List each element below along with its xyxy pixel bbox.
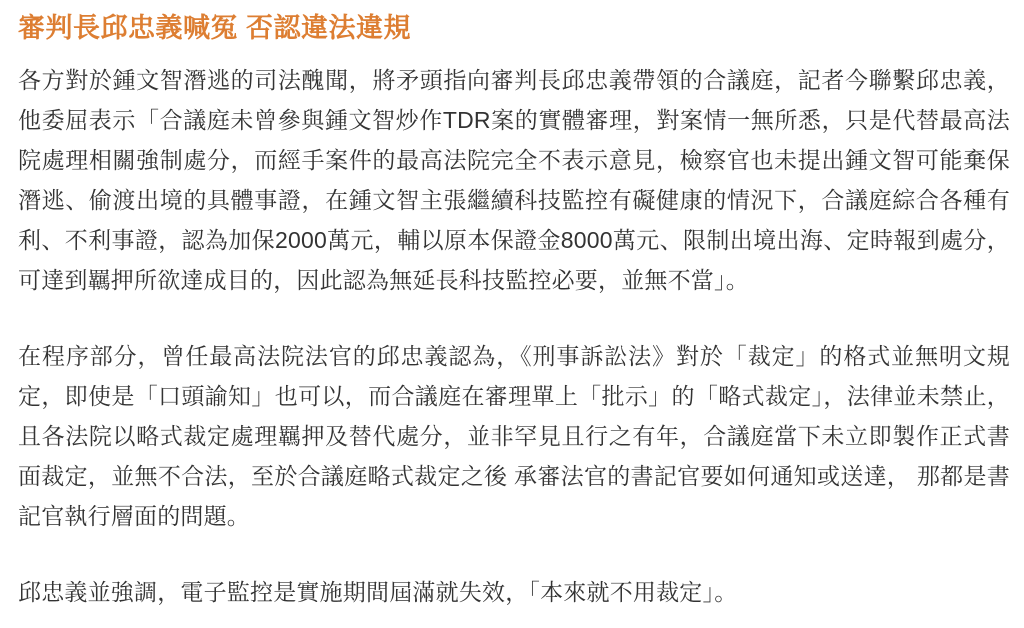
article-title: 審判長邱忠義喊冤 否認違法違規 [18,13,412,43]
article-body [18,60,1010,612]
article-paragraph-3: 邱忠義並強調，電子監控是實施期間屆滿就失效，「本來就不用裁定」。 [18,579,738,605]
article-paragraph-2: 在程序部分，曾任最高法院法官的邱忠義認為，《刑事訴訟法》對於「裁定」的格式並無明文規定，即使是「口頭諭知」也可以，而合議庭在審理單上「批示」的「略式裁定」，法律並未禁止，且各法院以略式裁定處理羈押及替代處分，並非罕見且行之有年，合議庭當下未立即製作正式書面裁定，並無不合法，至於合議庭略式裁定之後 承審法官的書記官要如何通知或送達， 那都是書記官執行層面的問題。 [18,343,1010,529]
article-paragraph-1: 各方對於鍾文智潛逃的司法醜聞，將矛頭指向審判長邱忠義帶領的合議庭，記者今聯繫邱忠義，他委屈表示「合議庭未曾參與鍾文智炒作TDR案的實體審理，對案情一無所悉，只是代替最高法院處理相關強制處分，而經手案件的最高法院完全不表示意見，檢察官也未提出鍾文智可能棄保潛逃、偷渡出境的具體事證，在鍾文智主張繼續科技監控有礙健康的情況下，合議庭綜合各種有利、不利事證，認為加保2000萬元，輔以原本保證金8000萬元、限制出境出海、定時報到處分，可達到羈押所欲達成目的，因此認為無延長科技監控必要，並無不當」。 [18,67,1010,293]
